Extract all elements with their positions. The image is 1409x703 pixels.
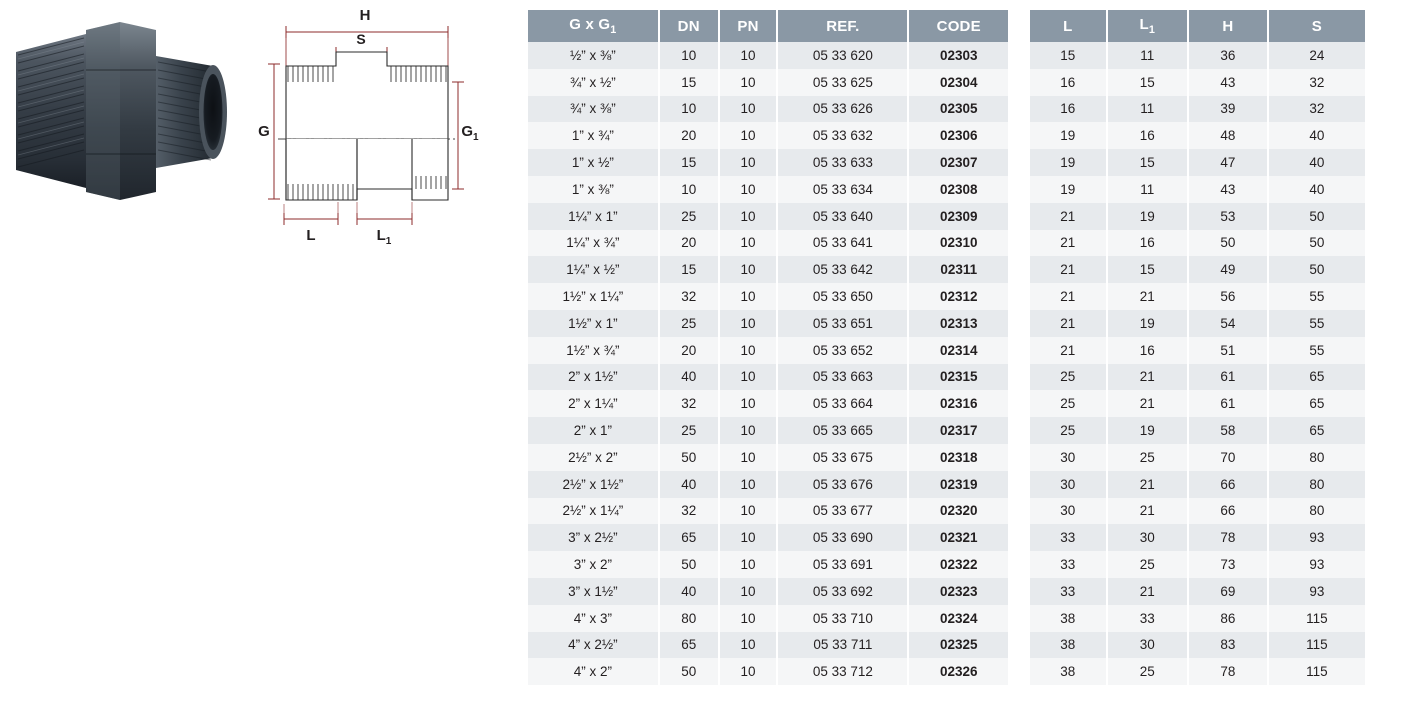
- col-header-dn: DN: [659, 10, 719, 42]
- table-cell: 05 33 625: [777, 69, 908, 96]
- table-cell: 10: [719, 632, 778, 659]
- table-row: [528, 605, 1008, 632]
- table-row: [1030, 69, 1365, 96]
- table-cell: 02311: [908, 256, 1008, 283]
- table-cell: 39: [1188, 96, 1268, 123]
- table-row: [528, 658, 1008, 685]
- table-cell: 2” x 1½”: [528, 364, 659, 391]
- table-cell: 21: [1107, 498, 1189, 525]
- table-cell: 10: [719, 658, 778, 685]
- table-row: [1030, 122, 1365, 149]
- table-cell: 15: [1107, 256, 1189, 283]
- table-cell: 30: [1107, 524, 1189, 551]
- table-cell: 50: [1268, 203, 1365, 230]
- table-cell: 02309: [908, 203, 1008, 230]
- table-cell: 02306: [908, 122, 1008, 149]
- table-cell: 16: [1107, 122, 1189, 149]
- table-cell: 10: [719, 364, 778, 391]
- table-cell: 10: [719, 578, 778, 605]
- table-row: [1030, 658, 1365, 685]
- table-cell: 10: [719, 524, 778, 551]
- table-row: [1030, 605, 1365, 632]
- table-cell: 43: [1188, 69, 1268, 96]
- table-cell: 65: [1268, 364, 1365, 391]
- table-cell: 10: [719, 256, 778, 283]
- table-row: [528, 96, 1008, 123]
- table-cell: 30: [1030, 498, 1107, 525]
- table-cell: 10: [719, 69, 778, 96]
- table-cell: 21: [1030, 337, 1107, 364]
- table-cell: 21: [1030, 256, 1107, 283]
- table-cell: 1½” x ¾”: [528, 337, 659, 364]
- table-cell: 65: [1268, 417, 1365, 444]
- table-cell: 21: [1107, 283, 1189, 310]
- table-cell: 61: [1188, 390, 1268, 417]
- table-cell: 25: [1107, 444, 1189, 471]
- table-row: [528, 230, 1008, 257]
- table-cell: 1¼” x ¾”: [528, 230, 659, 257]
- table-cell: 10: [719, 605, 778, 632]
- table-cell: 49: [1188, 256, 1268, 283]
- table-cell: 43: [1188, 176, 1268, 203]
- photo-left-thread: [16, 34, 86, 188]
- col-header-l: L: [1030, 10, 1107, 42]
- table-cell: 55: [1268, 337, 1365, 364]
- table-cell: 115: [1268, 605, 1365, 632]
- table-row: [1030, 310, 1365, 337]
- table-row: [1030, 390, 1365, 417]
- table-cell: 50: [1188, 230, 1268, 257]
- table-cell: 15: [1107, 69, 1189, 96]
- table-row: [1030, 632, 1365, 659]
- table-cell: 11: [1107, 96, 1189, 123]
- table-cell: 02307: [908, 149, 1008, 176]
- table-cell: 1¼” x ½”: [528, 256, 659, 283]
- table-cell: 50: [1268, 230, 1365, 257]
- table-cell: 10: [719, 203, 778, 230]
- table-cell: 05 33 690: [777, 524, 908, 551]
- table-cell: 10: [719, 283, 778, 310]
- table-cell: 10: [719, 337, 778, 364]
- table-row: [1030, 283, 1365, 310]
- table-cell: 10: [719, 310, 778, 337]
- table-cell: 93: [1268, 551, 1365, 578]
- table-cell: 40: [1268, 122, 1365, 149]
- table-row: [528, 310, 1008, 337]
- table-row: [528, 364, 1008, 391]
- table-cell: 11: [1107, 42, 1189, 69]
- table-cell: 10: [719, 551, 778, 578]
- table-cell: 21: [1107, 471, 1189, 498]
- table-cell: 80: [659, 605, 719, 632]
- table-cell: 1¼” x 1”: [528, 203, 659, 230]
- table-cell: 02317: [908, 417, 1008, 444]
- table-cell: 1” x ¾”: [528, 122, 659, 149]
- table-cell: 78: [1188, 524, 1268, 551]
- table-cell: 24: [1268, 42, 1365, 69]
- table-row: [528, 122, 1008, 149]
- table-cell: 10: [719, 96, 778, 123]
- table-row: [1030, 524, 1365, 551]
- table-cell: 55: [1268, 283, 1365, 310]
- col-header-h: H: [1188, 10, 1268, 42]
- table-cell: 05 33 665: [777, 417, 908, 444]
- table-cell: 10: [719, 230, 778, 257]
- table-row: [528, 471, 1008, 498]
- table-cell: 30: [1030, 471, 1107, 498]
- table-cell: 05 33 663: [777, 364, 908, 391]
- table-cell: 05 33 620: [777, 42, 908, 69]
- table-cell: 30: [1030, 444, 1107, 471]
- table-cell: 36: [1188, 42, 1268, 69]
- table-cell: 11: [1107, 176, 1189, 203]
- table-cell: 02321: [908, 524, 1008, 551]
- table-cell: 10: [659, 96, 719, 123]
- table-cell: 38: [1030, 632, 1107, 659]
- table-cell: 21: [1030, 230, 1107, 257]
- table-cell: 05 33 651: [777, 310, 908, 337]
- table-cell: 40: [659, 364, 719, 391]
- table-cell: 05 33 642: [777, 256, 908, 283]
- table-cell: 02322: [908, 551, 1008, 578]
- table-cell: ½” x ⅜”: [528, 42, 659, 69]
- table-cell: 70: [1188, 444, 1268, 471]
- table-cell: 54: [1188, 310, 1268, 337]
- photo-hex-nut: [86, 22, 156, 200]
- product-photo: [8, 8, 238, 223]
- table-cell: 3” x 2”: [528, 551, 659, 578]
- table-cell: 19: [1030, 149, 1107, 176]
- tables-container: [528, 10, 1365, 685]
- col-header-s: S: [1268, 10, 1365, 42]
- technical-drawing: [252, 4, 487, 249]
- table-cell: 02326: [908, 658, 1008, 685]
- table-cell: 10: [719, 471, 778, 498]
- table-cell: 40: [659, 471, 719, 498]
- table-row: [1030, 96, 1365, 123]
- table-cell: 05 33 640: [777, 203, 908, 230]
- table-cell: 05 33 650: [777, 283, 908, 310]
- table-cell: 50: [659, 444, 719, 471]
- table-cell: 66: [1188, 471, 1268, 498]
- table-cell: 15: [1030, 42, 1107, 69]
- label-g1: $G_1$: [461, 123, 479, 143]
- table-cell: 25: [659, 310, 719, 337]
- table-cell: 02308: [908, 176, 1008, 203]
- table-cell: 02325: [908, 632, 1008, 659]
- table-cell: 2½” x 1½”: [528, 471, 659, 498]
- table-row: [528, 69, 1008, 96]
- table-cell: 80: [1268, 471, 1365, 498]
- table-row: [1030, 256, 1365, 283]
- table-cell: 2” x 1”: [528, 417, 659, 444]
- table-cell: 1½” x 1¼”: [528, 283, 659, 310]
- table-cell: 40: [1268, 176, 1365, 203]
- table-cell: 1” x ⅜”: [528, 176, 659, 203]
- table-cell: 25: [1107, 658, 1189, 685]
- table-cell: 16: [1107, 337, 1189, 364]
- table-cell: 19: [1107, 417, 1189, 444]
- table-cell: 58: [1188, 417, 1268, 444]
- table-cell: 25: [1030, 417, 1107, 444]
- table-cell: 02315: [908, 364, 1008, 391]
- table-cell: 16: [1030, 96, 1107, 123]
- table-cell: 05 33 633: [777, 149, 908, 176]
- table-row: [528, 417, 1008, 444]
- table-cell: 33: [1107, 605, 1189, 632]
- table-cell: 05 33 691: [777, 551, 908, 578]
- table-row: [528, 283, 1008, 310]
- table-row: [1030, 578, 1365, 605]
- table-cell: 2½” x 1¼”: [528, 498, 659, 525]
- table-row: [1030, 471, 1365, 498]
- table-row: [528, 578, 1008, 605]
- table-cell: 32: [659, 390, 719, 417]
- table-cell: 25: [659, 203, 719, 230]
- table-cell: 80: [1268, 444, 1365, 471]
- table-cell: 30: [1107, 632, 1189, 659]
- table-row: [528, 632, 1008, 659]
- table-row: [528, 176, 1008, 203]
- table-cell: 115: [1268, 658, 1365, 685]
- table-cell: 66: [1188, 498, 1268, 525]
- table-row: [1030, 230, 1365, 257]
- table-cell: 78: [1188, 658, 1268, 685]
- table-cell: 20: [659, 337, 719, 364]
- table-cell: 93: [1268, 578, 1365, 605]
- table-row: [528, 337, 1008, 364]
- table-cell: 15: [659, 149, 719, 176]
- col-header-pn: PN: [719, 10, 778, 42]
- table-cell: 02314: [908, 337, 1008, 364]
- table-header-row: [1030, 10, 1365, 42]
- table-cell: 05 33 712: [777, 658, 908, 685]
- table-cell: 05 33 677: [777, 498, 908, 525]
- table-cell: 10: [719, 122, 778, 149]
- table-row: [528, 444, 1008, 471]
- label-s: S: [356, 31, 366, 47]
- table-cell: 65: [659, 632, 719, 659]
- table-cell: 38: [1030, 605, 1107, 632]
- table-cell: 10: [719, 390, 778, 417]
- table-cell: 10: [719, 149, 778, 176]
- table-row: [1030, 203, 1365, 230]
- table-cell: 19: [1107, 203, 1189, 230]
- table-row: [1030, 498, 1365, 525]
- table-cell: 05 33 634: [777, 176, 908, 203]
- table-cell: 86: [1188, 605, 1268, 632]
- table-cell: 25: [659, 417, 719, 444]
- table-cell: 48: [1188, 122, 1268, 149]
- table-cell: 3” x 1½”: [528, 578, 659, 605]
- table-row: [528, 42, 1008, 69]
- table-cell: 15: [659, 69, 719, 96]
- table-cell: 19: [1107, 310, 1189, 337]
- table-row: [1030, 444, 1365, 471]
- table-cell: 02312: [908, 283, 1008, 310]
- table-cell: 2½” x 2”: [528, 444, 659, 471]
- table-cell: 10: [719, 444, 778, 471]
- col-header-ref: REF.: [777, 10, 908, 42]
- table-cell: 02323: [908, 578, 1008, 605]
- table-cell: 05 33 675: [777, 444, 908, 471]
- table-cell: 51: [1188, 337, 1268, 364]
- label-h: H: [359, 7, 371, 24]
- table-cell: 19: [1030, 122, 1107, 149]
- table-cell: 4” x 2”: [528, 658, 659, 685]
- table-cell: 02310: [908, 230, 1008, 257]
- table-cell: 21: [1107, 578, 1189, 605]
- table-cell: 05 33 652: [777, 337, 908, 364]
- table-row: [1030, 149, 1365, 176]
- table-cell: 33: [1030, 524, 1107, 551]
- table-cell: 21: [1030, 203, 1107, 230]
- table-cell: 16: [1107, 230, 1189, 257]
- table-row: [528, 256, 1008, 283]
- table-cell: 21: [1107, 390, 1189, 417]
- table-cell: 15: [1107, 149, 1189, 176]
- table-cell: 02304: [908, 69, 1008, 96]
- table-cell: 56: [1188, 283, 1268, 310]
- table-cell: 02305: [908, 96, 1008, 123]
- table-cell: 2” x 1¼”: [528, 390, 659, 417]
- table-row: [528, 149, 1008, 176]
- table-cell: 21: [1107, 364, 1189, 391]
- table-cell: 05 33 641: [777, 230, 908, 257]
- table-cell: 05 33 710: [777, 605, 908, 632]
- table-cell: 53: [1188, 203, 1268, 230]
- table-cell: 65: [1268, 390, 1365, 417]
- table-cell: 05 33 626: [777, 96, 908, 123]
- label-l1: $L_1$: [376, 227, 392, 247]
- table-row: [528, 524, 1008, 551]
- table-cell: 16: [1030, 69, 1107, 96]
- table-cell: 32: [1268, 69, 1365, 96]
- table-cell: 33: [1030, 578, 1107, 605]
- table-cell: 05 33 692: [777, 578, 908, 605]
- table-row: [1030, 42, 1365, 69]
- table-cell: ¾” x ⅜”: [528, 96, 659, 123]
- table-header-row: [528, 10, 1008, 42]
- table-row: [1030, 176, 1365, 203]
- table-cell: 50: [659, 551, 719, 578]
- table-cell: 80: [1268, 498, 1365, 525]
- table-cell: 20: [659, 230, 719, 257]
- table-cell: 47: [1188, 149, 1268, 176]
- table-cell: 25: [1030, 390, 1107, 417]
- table-cell: 50: [659, 658, 719, 685]
- table-cell: 05 33 711: [777, 632, 908, 659]
- table-cell: 25: [1107, 551, 1189, 578]
- col-header-g-x-g1: G x $G_1$: [528, 10, 659, 42]
- table-cell: 21: [1030, 283, 1107, 310]
- table-cell: 10: [719, 417, 778, 444]
- label-g: G: [258, 123, 270, 140]
- table-cell: 32: [659, 283, 719, 310]
- table-cell: 4” x 2½”: [528, 632, 659, 659]
- table-cell: 32: [659, 498, 719, 525]
- table-cell: 32: [1268, 96, 1365, 123]
- table-cell: 02318: [908, 444, 1008, 471]
- col-header-l1: $L_1$: [1107, 10, 1189, 42]
- table-cell: 10: [719, 42, 778, 69]
- table-cell: 02319: [908, 471, 1008, 498]
- table-cell: 15: [659, 256, 719, 283]
- table-cell: 4” x 3”: [528, 605, 659, 632]
- table-row: [528, 390, 1008, 417]
- table-cell: 20: [659, 122, 719, 149]
- table-cell: ¾” x ½”: [528, 69, 659, 96]
- table-cell: 1” x ½”: [528, 149, 659, 176]
- dimensions-table: [1030, 10, 1365, 685]
- table-cell: 10: [659, 42, 719, 69]
- table-cell: 02324: [908, 605, 1008, 632]
- table-cell: 55: [1268, 310, 1365, 337]
- table-row: [1030, 417, 1365, 444]
- table-cell: 05 33 632: [777, 122, 908, 149]
- table-cell: 40: [1268, 149, 1365, 176]
- table-cell: 10: [659, 176, 719, 203]
- table-cell: 61: [1188, 364, 1268, 391]
- table-row: [528, 203, 1008, 230]
- table-cell: 69: [1188, 578, 1268, 605]
- table-cell: 02303: [908, 42, 1008, 69]
- table-row: [1030, 364, 1365, 391]
- table-cell: 19: [1030, 176, 1107, 203]
- table-cell: 05 33 664: [777, 390, 908, 417]
- table-cell: 21: [1030, 310, 1107, 337]
- main-specification-table: [528, 10, 1008, 685]
- table-cell: 93: [1268, 524, 1365, 551]
- table-cell: 65: [659, 524, 719, 551]
- table-cell: 02320: [908, 498, 1008, 525]
- table-cell: 33: [1030, 551, 1107, 578]
- table-cell: 1½” x 1”: [528, 310, 659, 337]
- table-cell: 73: [1188, 551, 1268, 578]
- table-cell: 10: [719, 498, 778, 525]
- table-cell: 38: [1030, 658, 1107, 685]
- table-cell: 40: [659, 578, 719, 605]
- col-header-code: CODE: [908, 10, 1008, 42]
- table-row: [1030, 551, 1365, 578]
- table-cell: 02316: [908, 390, 1008, 417]
- photo-right-end: [156, 56, 227, 168]
- table-cell: 83: [1188, 632, 1268, 659]
- label-l: L: [306, 227, 316, 244]
- table-cell: 02313: [908, 310, 1008, 337]
- table-cell: 115: [1268, 632, 1365, 659]
- table-row: [528, 551, 1008, 578]
- table-cell: 3” x 2½”: [528, 524, 659, 551]
- table-cell: 10: [719, 176, 778, 203]
- table-cell: 05 33 676: [777, 471, 908, 498]
- table-cell: 25: [1030, 364, 1107, 391]
- table-cell: 50: [1268, 256, 1365, 283]
- table-row: [1030, 337, 1365, 364]
- table-row: [528, 498, 1008, 525]
